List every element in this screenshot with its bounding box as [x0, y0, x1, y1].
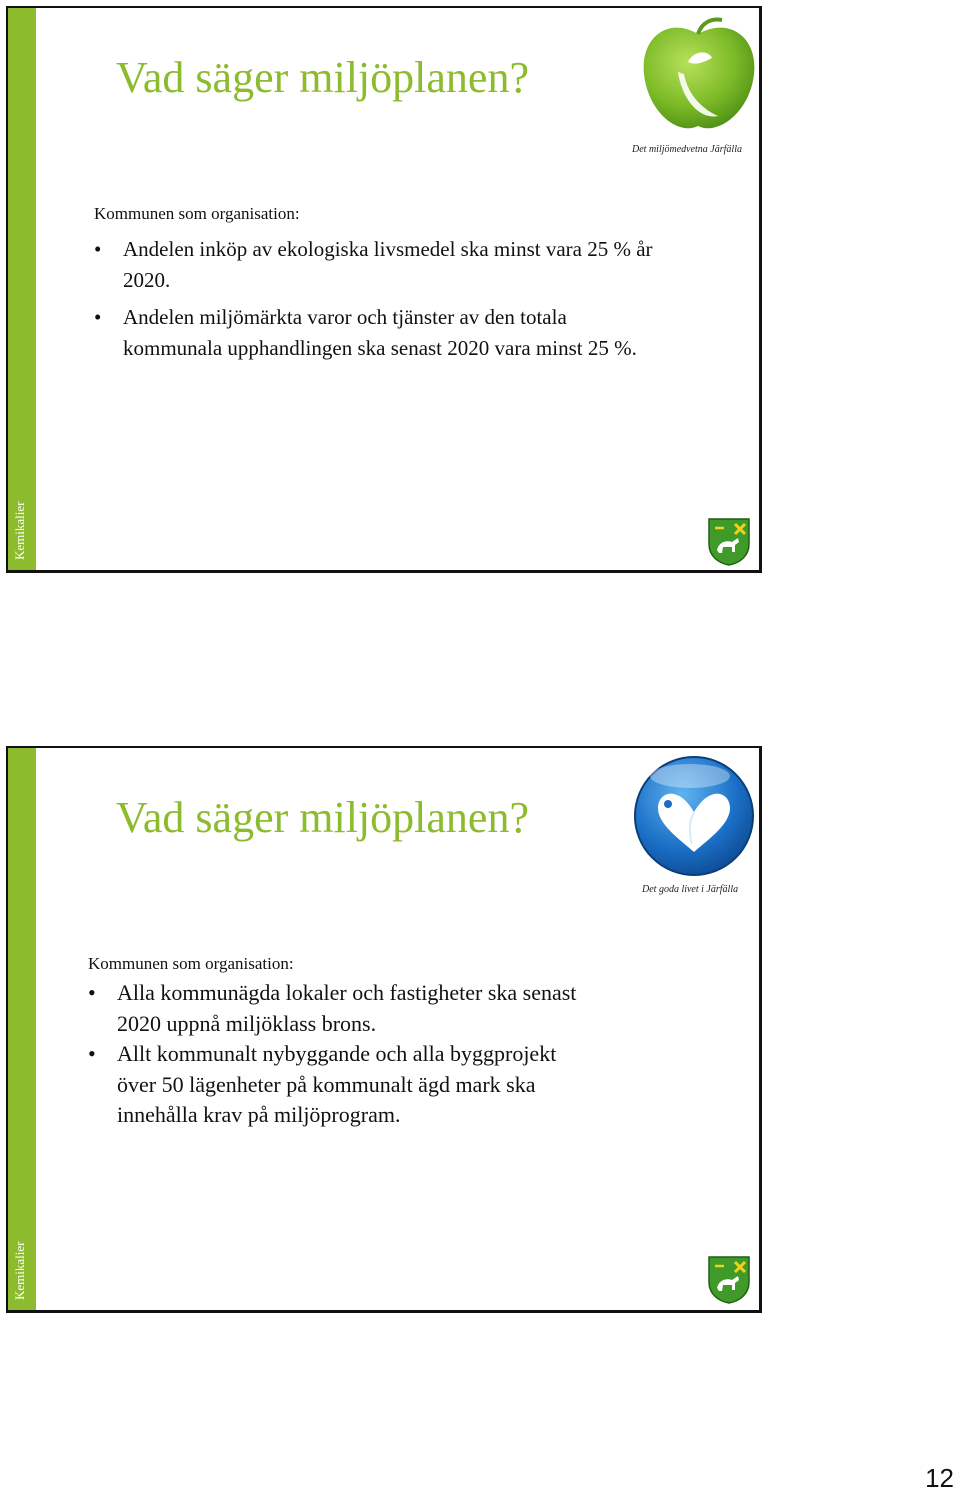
slide-1 [6, 6, 762, 573]
slide-2 [6, 746, 762, 1313]
green-apple-icon [638, 12, 758, 137]
brand-caption: Det goda livet i Järfälla [642, 884, 739, 895]
slide-title: Vad säger miljöplanen? [116, 53, 529, 102]
blue-heart-icon [632, 754, 756, 878]
list-item: • Allt kommunalt nybyggande och alla byggprojekt över 50 lägenheter på kommunalt ägd mark ska innehålla krav på miljöprogram. [88, 1039, 598, 1131]
coat-of-arms-icon [708, 1256, 750, 1304]
coat-of-arms-icon [708, 518, 750, 566]
bullet-list [88, 978, 598, 1131]
brand-caption: Det miljömedvetna Järfälla [632, 144, 742, 155]
slide-title: Vad säger miljöplanen? [116, 793, 529, 842]
list-item: • Andelen inköp av ekologiska livsmedel ska minst vara 25 % år 2020. [94, 234, 654, 296]
bullet-list [94, 234, 654, 364]
list-item: • Andelen miljömärkta varor och tjänster av den totala kommunala upphandlingen ska senast 2020 vara minst 25 %. [94, 302, 654, 364]
org-label: Kommunen som organisation: [94, 204, 300, 223]
side-label: Kemikalier [12, 501, 27, 560]
org-label: Kommunen som organisation: [88, 954, 294, 973]
page-number: 12 [925, 1463, 954, 1493]
side-strip [8, 748, 36, 1310]
side-strip [8, 8, 36, 570]
list-item: • Alla kommunägda lokaler och fastigheter ska senast 2020 uppnå miljöklass brons. [88, 978, 598, 1039]
side-label: Kemikalier [12, 1241, 27, 1300]
